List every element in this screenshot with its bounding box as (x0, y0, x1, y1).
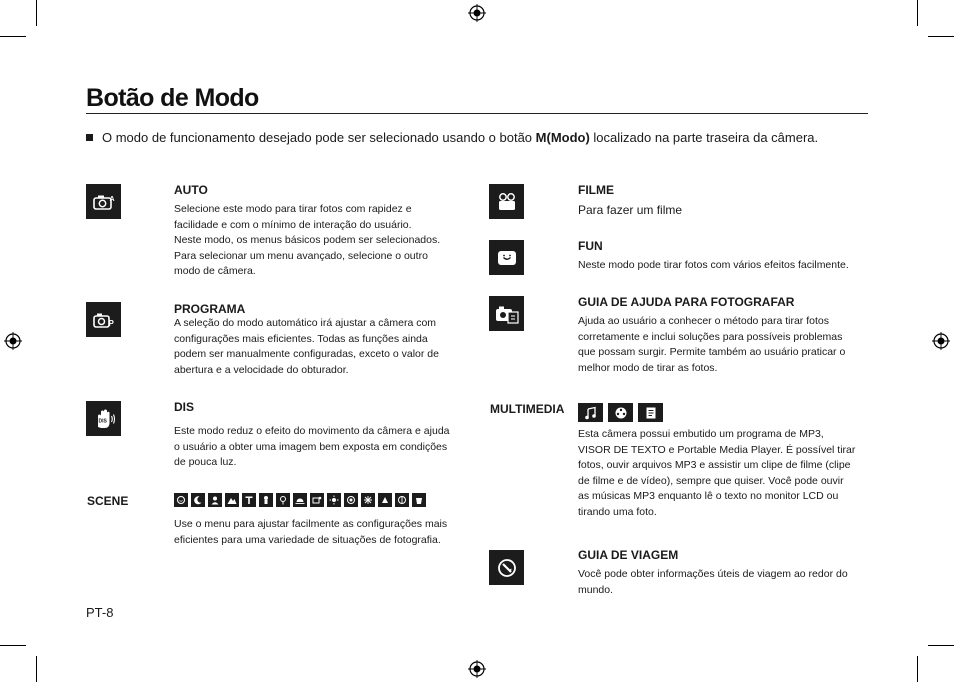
fireworks-icon (361, 493, 375, 507)
dis-description (174, 424, 474, 471)
text-line: Para fazer um filme (578, 203, 683, 217)
text-line: eficientes para uma variedade de situações de fotografia. (174, 533, 441, 546)
intro-paragraph (86, 130, 818, 145)
text-line: Neste modo, os menus básicos podem ser selecionados. (174, 234, 441, 247)
viagem-heading: GUIA DE VIAGEM (578, 548, 679, 562)
text-line: abertura e a velocidade do obturador. (174, 363, 349, 376)
mp3-music-icon (578, 403, 603, 422)
programa-heading: PROGRAMA (174, 302, 246, 316)
movie-camera-icon (489, 184, 524, 219)
beauty-shot-icon (174, 493, 188, 507)
svg-text:DIS: DIS (98, 418, 107, 424)
sunset-icon (293, 493, 307, 507)
photo-help-guide-icon (489, 296, 524, 331)
close-up-icon (276, 493, 290, 507)
text-line: Este modo reduz o efeito do movimento da câmera e ajuda (174, 425, 450, 437)
svg-text:A: A (109, 195, 115, 203)
text-line: de pouca luz. (174, 456, 237, 469)
text-line: mundo. (578, 583, 614, 596)
guia-foto-description (578, 314, 878, 376)
text-line: corretamente e inclui soluções para possíveis problemas (578, 330, 843, 343)
fun-description (578, 258, 878, 274)
text-line: tirando uma foto. (578, 505, 657, 518)
auto-description (174, 202, 474, 280)
dis-heading: DIS (174, 400, 195, 414)
filme-description (578, 202, 878, 218)
children-icon (259, 493, 273, 507)
intro-text-bold: M(Modo) (535, 130, 590, 145)
backlight-icon (344, 493, 358, 507)
portrait-icon (208, 493, 222, 507)
text-line: Para selecionar um menu avançado, selecione o outro (174, 249, 428, 262)
crop-mark (0, 645, 26, 646)
food-icon (412, 493, 426, 507)
text-viewer-icon (638, 403, 663, 422)
pmp-film-reel-icon (608, 403, 633, 422)
text-line: que possam surgir. Permite também ao usuário praticar o (578, 346, 846, 359)
night-icon (191, 493, 205, 507)
text-line: modo de câmera. (174, 265, 256, 278)
crop-mark (928, 36, 954, 37)
registration-mark-icon (468, 4, 486, 22)
fun-camera-icon (489, 240, 524, 275)
guia-foto-heading: GUIA DE AJUDA PARA FOTOGRAFAR (578, 295, 795, 309)
title-rule (86, 113, 868, 114)
intro-text-before: O modo de funcionamento desejado pode ser selecionado usando o botão (102, 130, 536, 145)
bullet-square-icon (86, 134, 93, 141)
scene-description (174, 517, 474, 548)
text-line: Use o menu para ajustar facilmente as configurações mais (174, 518, 448, 530)
multimedia-label: MULTIMEDIA (490, 402, 565, 416)
text-line: de filme e de vídeo), sempre que quiser. Você pode ouvir (578, 474, 844, 487)
text-line: podem ser manualmente configuradas, exceto o valor de (174, 348, 439, 361)
compass-travel-icon (489, 550, 524, 585)
crop-mark (928, 645, 954, 646)
auto-heading: AUTO (174, 183, 208, 197)
text-line: Neste modo pode tirar fotos com vários efeitos facilmente. (578, 259, 849, 271)
text-line: Você pode obter informações úteis de viagem ao redor do (578, 568, 848, 580)
text-line: fotos, ouvir arquivos MP3 e assistir um clipe de filme (clipe (578, 459, 851, 472)
fun-heading: FUN (578, 239, 603, 253)
landscape-icon (225, 493, 239, 507)
page-number: PT-8 (86, 605, 114, 620)
multimedia-icon-strip (578, 403, 663, 422)
filme-heading: FILME (578, 183, 614, 197)
text-line: configurações mais eficientes. Todas as funções ainda (174, 332, 428, 345)
camera-auto-icon (86, 184, 121, 219)
text-line: VISOR DE TEXTO e Portable Media Player. É possível tirar (578, 443, 856, 456)
svg-text:P: P (108, 318, 114, 328)
dawn-icon (327, 493, 341, 507)
beach-snow-icon (378, 493, 392, 507)
text-line: melhor modo de tirar as fotos. (578, 361, 718, 374)
text-line: o usuário a obter uma imagem bem exposta em condições (174, 440, 448, 453)
multimedia-description (578, 427, 878, 521)
text-line: Selecione este modo para tirar fotos com rapidez e (174, 203, 412, 215)
programa-description (174, 316, 474, 378)
registration-mark-icon (468, 660, 486, 678)
page-title: Botão de Modo (86, 84, 259, 112)
text-line: facilidade e com o mínimo de interação do usuário. (174, 218, 412, 231)
crop-mark (917, 0, 918, 26)
cafe-icon (395, 493, 409, 507)
crop-mark (917, 656, 918, 682)
registration-mark-icon (4, 332, 22, 350)
text-line: Ajuda ao usuário a conhecer o método para tirar fotos (578, 315, 829, 327)
camera-program-icon (86, 302, 121, 337)
text-line: as músicas MP3 enquanto lê o texto no monitor LCD ou (578, 490, 839, 503)
crop-mark (36, 0, 37, 26)
scene-icon-strip (174, 493, 426, 507)
crop-mark (0, 36, 26, 37)
text-icon (242, 493, 256, 507)
crop-mark (36, 656, 37, 682)
text-line: A seleção do modo automático irá ajustar a câmera com (174, 317, 437, 329)
self-shot-icon (310, 493, 324, 507)
registration-mark-icon (932, 332, 950, 350)
text-line: Esta câmera possui embutido um programa de MP3, (578, 428, 824, 440)
hand-stabilizer-icon (86, 401, 121, 436)
scene-label: SCENE (87, 494, 129, 508)
intro-text-after: localizado na parte traseira da câmera. (589, 130, 819, 145)
viagem-description (578, 567, 878, 598)
